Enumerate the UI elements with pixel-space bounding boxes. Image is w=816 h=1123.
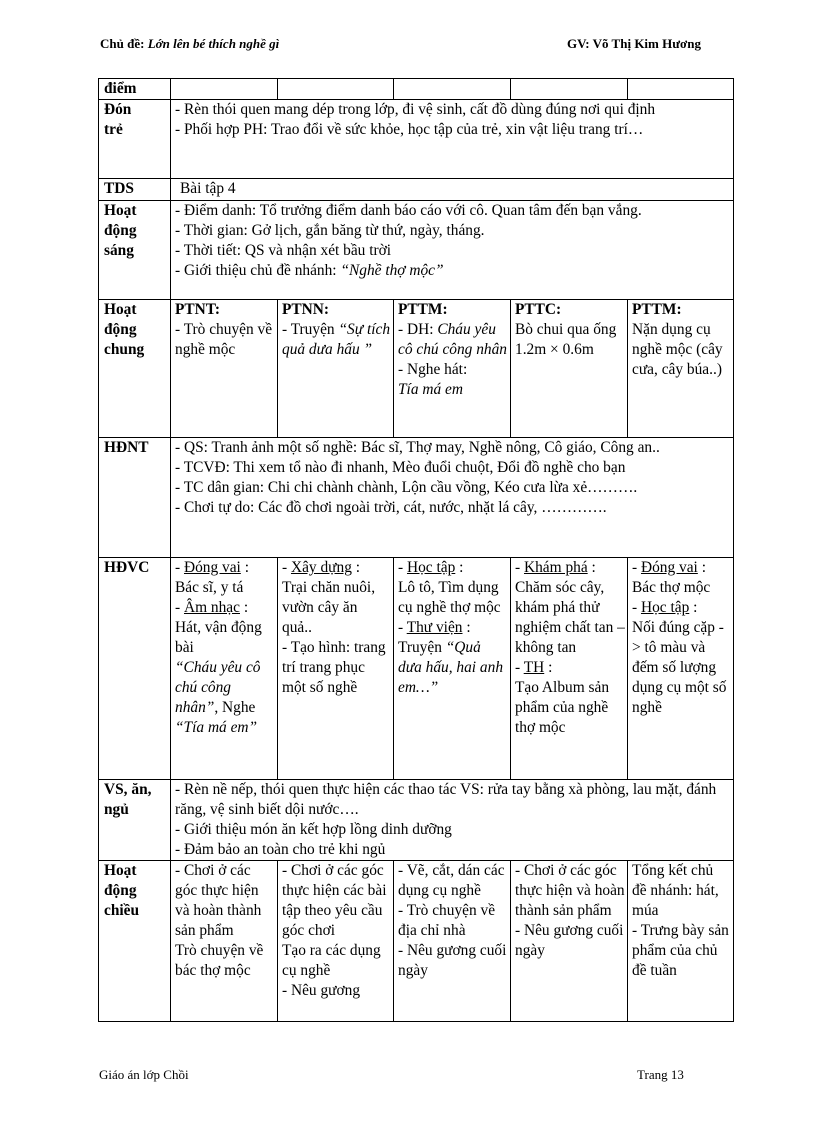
footer-page-number: Trang 13 [637,1067,684,1082]
don-tre-content [171,100,734,179]
chieu-cell-2: - Chơi ở các góc thực hiện các bài tập theo yêu cầu góc chơi Tạo ra các dụng cụ nghề - Nêu gương [278,861,394,1022]
chieu-cell-1: - Chơi ở các góc thực hiện và hoàn thành sản phẩm Trò chuyện về bác thợ mộc [171,861,278,1022]
hdvc-cell-2: - Xây dựng : Trại chăn nuôi, vườn cây ăn quả.. - Tạo hình: trang trí trang phục một số nghề [278,558,394,780]
row-label-hdvc: HĐVC [99,558,171,780]
vs-an-ngu-content [171,780,734,861]
chung-cell-ptnt: PTNT: - Trò chuyện về nghề mộc [171,300,278,438]
vs-line: - Đảm bảo an toàn cho trẻ khi ngủ [175,841,386,858]
topic-title: Lớn lên bé thích nghề gì [147,36,280,51]
table-row-hoat-dong-sang [99,201,734,300]
empty-cell [278,79,394,100]
sang-line: - Giới thiệu chủ đề nhánh: “Nghề thợ mộc” [175,262,444,279]
hdvc-cell-5: - Đóng vai : Bác thợ mộc - Học tập : Nối đúng cặp -> tô màu và đếm số lượng dụng cụ một số nghề [628,558,734,780]
sang-line: - Thời tiết: QS và nhận xét bầu trời [175,242,392,259]
don-tre-line: - Rèn thói quen mang dép trong lớp, đi vệ sinh, cất đồ dùng đúng nơi qui định [175,101,656,118]
vs-line: - Giới thiệu món ăn kết hợp lồng dinh dưỡng [175,821,452,838]
chung-cell-ptnn: PTNN: - Truyện “Sự tích quả dưa hấu ” [278,300,394,438]
row-label-hoat-dong-chieu: Hoạt động chiều [99,861,171,1022]
footer-class-name: Giáo án lớp Chồi [99,1067,189,1082]
hdvc-cell-3: - Học tập : Lô tô, Tìm dụng cụ nghề thợ mộc - Thư viện : Truyện “Quả dưa hấu, hai anh em…” [394,558,511,780]
empty-cell [628,79,734,100]
hdnt-line: - TC dân gian: Chi chi chành chành, Lộn cầu vồng, Kéo cưa lừa xẻ………. [175,479,638,496]
empty-cell [171,79,278,100]
chieu-cell-3: - Vẽ, cắt, dán các dụng cụ nghề - Trò chuyện về địa chỉ nhà - Nêu gương cuối ngày [394,861,511,1022]
table-row-hdnt [99,438,734,558]
don-tre-line: - Phối hợp PH: Trao đổi về sức khỏe, học tập của trẻ, xin vật liệu trang trí… [175,121,644,138]
row-label-diem: điểm [99,79,171,100]
chung-cell-pttm: PTTM: - DH: Cháu yêu cô chú công nhân - Nghe hát: Tía má em [394,300,511,438]
page-header-topic [100,36,279,52]
table-row-hoat-dong-chung [99,300,734,438]
tds-content: Bài tập 4 [171,179,734,201]
hdnt-line: - TCVĐ: Thi xem tổ nào đi nhanh, Mèo đuổi chuột, Đổi đồ nghề cho bạn [175,459,626,476]
empty-cell [394,79,511,100]
hdnt-line: - Chơi tự do: Các đồ chơi ngoài trời, cát, nước, nhặt lá cây, …………. [175,499,607,516]
row-label-vs-an-ngu: VS, ăn, ngủ [99,780,171,861]
empty-cell [511,79,628,100]
row-label-hoat-dong-chung: Hoạt động chung [99,300,171,438]
sang-line: - Điểm danh: Tổ trưởng điểm danh báo cáo với cô. Quan tâm đến bạn vắng. [175,202,642,219]
page-header-teacher: GV: Võ Thị Kim Hương [567,36,701,51]
table-row-hoat-dong-chieu [99,861,734,1022]
chung-cell-pttc: PTTC: Bò chui qua ống 1.2m × 0.6m [511,300,628,438]
row-label-tds: TDS [99,179,171,201]
table-row-tds [99,179,734,201]
chieu-cell-4: - Chơi ở các góc thực hiện và hoàn thành sản phẩm - Nêu gương cuối ngày [511,861,628,1022]
sang-line: - Thời gian: Gở lịch, gắn băng từ thứ, ngày, tháng. [175,222,485,239]
hdvc-cell-4: - Khám phá : Chăm sóc cây, khám phá thử nghiệm chất tan – không tan - TH : Tạo Album sản phẩm của nghề thợ mộc [511,558,628,780]
row-label-hdnt: HĐNT [99,438,171,558]
hoat-dong-sang-content [171,201,734,300]
table-row-diem [99,79,734,100]
hdnt-line: - QS: Tranh ảnh một số nghề: Bác sĩ, Thợ may, Nghề nông, Cô giáo, Công an.. [175,439,660,456]
lesson-plan-table [98,78,734,1022]
sang-topic: “Nghề thợ mộc” [340,262,444,279]
table-row-hdvc [99,558,734,780]
table-row-vs-an-ngu [99,780,734,861]
row-label-hoat-dong-sang: Hoạt động sáng [99,201,171,300]
hdnt-content [171,438,734,558]
topic-label: Chủ đề: [100,36,145,51]
hdvc-cell-1: - Đóng vai : Bác sĩ, y tá - Âm nhạc : Hát, vận động bài “Cháu yêu cô chú công nhân”, Nghe “Tía má em” [171,558,278,780]
row-label-don-tre: Đón trẻ [99,100,171,179]
table-row-don-tre [99,100,734,179]
vs-line: - Rèn nề nếp, thói quen thực hiện các thao tác VS: rửa tay bằng xà phòng, lau mặt, đánh răng, vệ sinh biết dội nước…. [175,781,717,818]
chung-cell-pttm-2: PTTM: Nặn dụng cụ nghề mộc (cây cưa, cây búa..) [628,300,734,438]
chieu-cell-5: Tổng kết chủ đề nhánh: hát, múa - Trưng bày sản phẩm của chủ đề tuần [628,861,734,1022]
